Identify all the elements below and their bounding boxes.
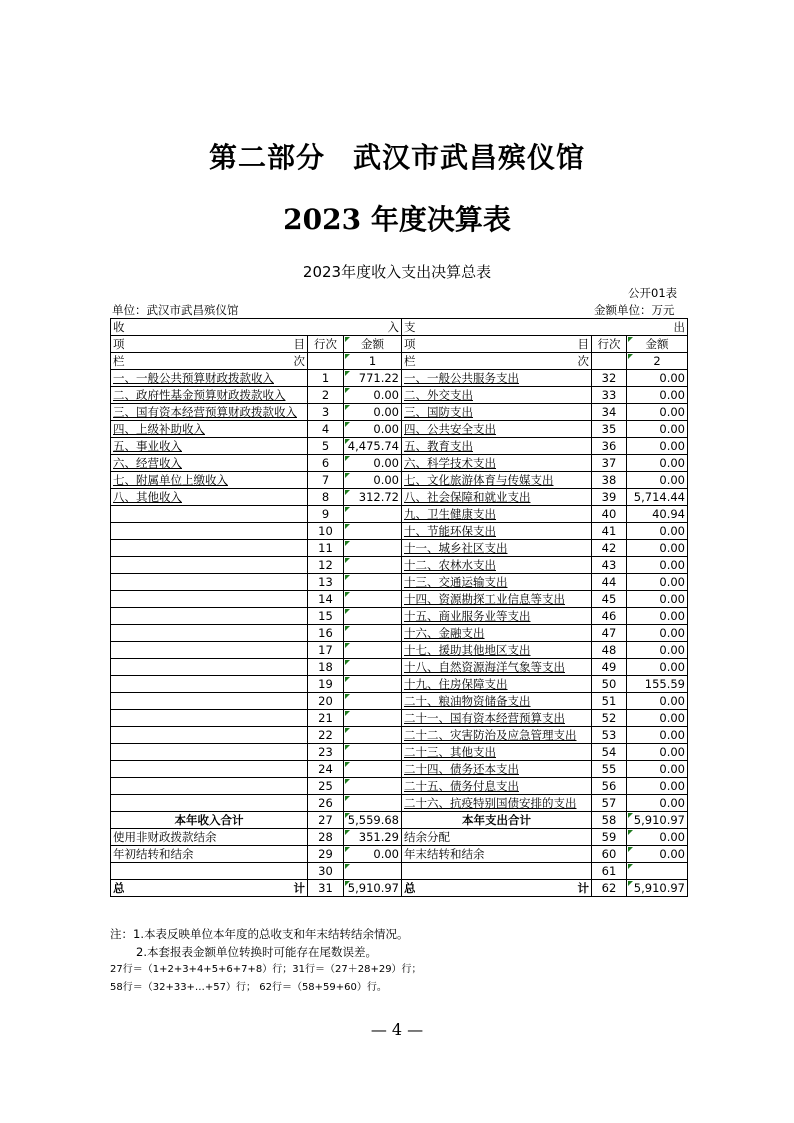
row-no: 44 <box>592 574 627 591</box>
amount <box>344 574 402 591</box>
item-label-text: 二、外交支出 <box>404 388 473 402</box>
amount: 155.59 <box>627 676 688 693</box>
item-label <box>402 455 592 472</box>
row-no: 26 <box>308 795 344 812</box>
item-label-text: 四、公共安全支出 <box>404 422 496 436</box>
row-no: 56 <box>592 778 627 795</box>
row-no: 45 <box>592 591 627 608</box>
row-no: 20 <box>308 693 344 710</box>
amount: 351.29 <box>344 829 402 846</box>
item-label-text: 一、一般公共预算财政拨款收入 <box>113 371 274 385</box>
item-label-text: 十、节能环保支出 <box>404 524 496 538</box>
item-label-text: 二、政府性基金预算财政拨款收入 <box>113 388 286 402</box>
header-row-item <box>111 336 688 353</box>
item-label <box>111 472 308 489</box>
amount <box>344 625 402 642</box>
row-no: 24 <box>308 761 344 778</box>
amount: 0.00 <box>627 829 688 846</box>
column-header: 栏 次 <box>111 353 308 370</box>
amount: 0.00 <box>627 421 688 438</box>
row-no: 22 <box>308 727 344 744</box>
note-formula: 27行＝（1+2+3+4+5+6+7+8）行；31行＝（27＋28+29）行； <box>110 964 422 975</box>
item-label-text: 三、国防支出 <box>404 405 473 419</box>
item-label-text: 七、文化旅游体育与传媒支出 <box>404 473 554 487</box>
row-no: 35 <box>592 421 627 438</box>
table-title: 2023年度收入支出决算总表 <box>302 263 492 281</box>
item-label-text: 十八、自然资源海洋气象等支出 <box>404 660 565 674</box>
table-row <box>111 438 688 455</box>
row-no: 3 <box>308 404 344 421</box>
amount: 4,475.74 <box>344 438 402 455</box>
table-row <box>111 710 688 727</box>
item-label <box>402 642 592 659</box>
amount: 0.00 <box>344 846 402 863</box>
amount: 0.00 <box>627 710 688 727</box>
amount <box>344 608 402 625</box>
item-label <box>402 778 592 795</box>
table-row <box>111 659 688 676</box>
item-label <box>402 608 592 625</box>
item-label <box>111 778 308 795</box>
table-row <box>111 540 688 557</box>
amount: 5,714.44 <box>627 489 688 506</box>
amount: 0.00 <box>627 523 688 540</box>
item-label <box>402 472 592 489</box>
item-label <box>402 370 592 387</box>
row-no: 39 <box>592 489 627 506</box>
row-no: 17 <box>308 642 344 659</box>
item-label <box>402 387 592 404</box>
table-row <box>111 863 688 880</box>
item-label-text: 十四、资源勘探工业信息等支出 <box>404 592 565 606</box>
amount: 0.00 <box>627 404 688 421</box>
item-label <box>111 693 308 710</box>
item-label-text: 一、一般公共服务支出 <box>404 371 519 385</box>
table-row <box>111 761 688 778</box>
page-title: 第二部分 武汉市武昌殡仪馆 <box>208 141 586 174</box>
row-no: 61 <box>592 863 627 880</box>
amount <box>344 795 402 812</box>
item-label <box>111 608 308 625</box>
item-label <box>111 574 308 591</box>
item-label-text: 四、上级补助收入 <box>113 422 205 436</box>
table-row <box>111 455 688 472</box>
item-label <box>111 727 308 744</box>
row-no: 4 <box>308 421 344 438</box>
amount: 0.00 <box>627 625 688 642</box>
item-label <box>402 659 592 676</box>
table-row <box>111 387 688 404</box>
income-col-no: 1 <box>344 353 402 370</box>
amount: 0.00 <box>627 574 688 591</box>
row-no: 55 <box>592 761 627 778</box>
column-header: 栏 次 <box>402 353 592 370</box>
item-label-text: 十九、住房保障支出 <box>404 677 508 691</box>
item-label <box>402 523 592 540</box>
row-no: 1 <box>308 370 344 387</box>
row-no: 31 <box>308 880 344 897</box>
row-no: 49 <box>592 659 627 676</box>
item-label <box>402 676 592 693</box>
note-line: 注：1.本表反映单位本年度的总收支和年末结转结余情况。 <box>110 927 409 941</box>
amount: 0.00 <box>627 778 688 795</box>
item-label-text: 十五、商业服务业等支出 <box>404 609 531 623</box>
item-label <box>402 404 592 421</box>
item-label <box>402 557 592 574</box>
item-label <box>111 591 308 608</box>
item-label: 年初结转和结余 <box>111 846 308 863</box>
row-no: 50 <box>592 676 627 693</box>
table-row <box>111 608 688 625</box>
row-no: 13 <box>308 574 344 591</box>
row-no: 51 <box>592 693 627 710</box>
amount: 0.00 <box>344 455 402 472</box>
item-label-text: 十二、农林水支出 <box>404 558 496 572</box>
row-no: 36 <box>592 438 627 455</box>
item-header: 项 目 <box>111 336 308 353</box>
item-label <box>111 370 308 387</box>
item-label-text: 七、附属单位上缴收入 <box>113 473 228 487</box>
amount <box>344 710 402 727</box>
amount <box>344 642 402 659</box>
grand-total-label: 总 计 <box>402 880 592 897</box>
item-label <box>402 438 592 455</box>
row-no: 15 <box>308 608 344 625</box>
table-row <box>111 829 688 846</box>
table-row <box>111 404 688 421</box>
item-label-text: 五、教育支出 <box>404 439 473 453</box>
notes <box>110 925 422 997</box>
item-label <box>402 591 592 608</box>
item-label-text: 十六、金融支出 <box>404 626 485 640</box>
table-row <box>111 778 688 795</box>
row-no: 40 <box>592 506 627 523</box>
item-label-text: 六、科学技术支出 <box>404 456 496 470</box>
item-label-text: 九、卫生健康支出 <box>404 507 496 521</box>
item-label <box>111 438 308 455</box>
amount: 0.00 <box>627 591 688 608</box>
row-no: 33 <box>592 387 627 404</box>
row-no: 43 <box>592 557 627 574</box>
amount: 5,910.97 <box>627 812 688 829</box>
income-total-label: 本年收入合计 <box>111 812 308 829</box>
item-label-text: 十三、交通运输支出 <box>404 575 508 589</box>
item-label <box>402 506 592 523</box>
amount <box>344 540 402 557</box>
budget-table <box>110 318 688 897</box>
amount <box>344 557 402 574</box>
item-label <box>111 387 308 404</box>
table-row <box>111 591 688 608</box>
table-row <box>111 489 688 506</box>
amount: 771.22 <box>344 370 402 387</box>
amount <box>344 693 402 710</box>
item-label <box>111 676 308 693</box>
income-header: 收 入 <box>111 319 402 336</box>
item-label-text: 十一、城乡社区支出 <box>404 541 508 555</box>
row-no: 9 <box>308 506 344 523</box>
item-label-text: 二十四、债务还本支出 <box>404 762 519 776</box>
table-row <box>111 523 688 540</box>
row-no: 34 <box>592 404 627 421</box>
row-no: 23 <box>308 744 344 761</box>
item-label-text: 六、经营收入 <box>113 456 182 470</box>
amount: 5,910.97 <box>627 880 688 897</box>
table-row <box>111 693 688 710</box>
item-label <box>111 523 308 540</box>
amount: 40.94 <box>627 506 688 523</box>
amount: 0.00 <box>627 846 688 863</box>
amount: 0.00 <box>627 472 688 489</box>
row-no: 19 <box>308 676 344 693</box>
amount: 0.00 <box>627 659 688 676</box>
item-label <box>111 795 308 812</box>
amount <box>344 778 402 795</box>
item-label <box>111 710 308 727</box>
row-no: 60 <box>592 846 627 863</box>
item-label: 年末结转和结余 <box>402 846 592 863</box>
amount <box>344 727 402 744</box>
table-row <box>111 795 688 812</box>
expense-total-label: 本年支出合计 <box>402 812 592 829</box>
item-label <box>111 761 308 778</box>
blank-cell <box>627 863 688 880</box>
item-label <box>402 421 592 438</box>
item-label <box>111 642 308 659</box>
item-label <box>402 625 592 642</box>
amount: 0.00 <box>627 370 688 387</box>
item-label-text: 八、社会保障和就业支出 <box>404 490 531 504</box>
amount <box>344 523 402 540</box>
page-number: — 4 — <box>370 1020 424 1039</box>
table-row <box>111 506 688 523</box>
item-label <box>111 489 308 506</box>
amount: 0.00 <box>344 404 402 421</box>
amount: 0.00 <box>627 642 688 659</box>
form-number: 公开01表 <box>628 286 678 300</box>
amount-header: 金额 <box>344 336 402 353</box>
amount <box>344 506 402 523</box>
row-no: 38 <box>592 472 627 489</box>
table-row <box>111 727 688 744</box>
item-label: 使用非财政拨款结余 <box>111 829 308 846</box>
amount: 0.00 <box>627 540 688 557</box>
amount: 0.00 <box>344 421 402 438</box>
row-no: 28 <box>308 829 344 846</box>
item-label <box>402 574 592 591</box>
item-label <box>402 693 592 710</box>
item-label-text: 十七、援助其他地区支出 <box>404 643 531 657</box>
amount: 0.00 <box>627 744 688 761</box>
amount: 0.00 <box>627 761 688 778</box>
item-label <box>402 795 592 812</box>
item-label-text: 二十三、其他支出 <box>404 745 496 759</box>
item-label <box>111 540 308 557</box>
row-no: 12 <box>308 557 344 574</box>
row-no-header: 行次 <box>592 336 627 353</box>
blank-cell <box>111 863 308 880</box>
row-no: 58 <box>592 812 627 829</box>
table-row <box>111 625 688 642</box>
row-no: 2 <box>308 387 344 404</box>
item-label <box>402 727 592 744</box>
row-no: 6 <box>308 455 344 472</box>
row-no: 42 <box>592 540 627 557</box>
item-label-text: 五、事业收入 <box>113 439 182 453</box>
table-row <box>111 574 688 591</box>
row-no: 47 <box>592 625 627 642</box>
blank-cell <box>592 353 627 370</box>
blank-cell <box>344 863 402 880</box>
amount <box>344 591 402 608</box>
year-title: 2023 年度决算表 <box>283 203 511 236</box>
item-label-text: 二十五、债务付息支出 <box>404 779 519 793</box>
row-no: 25 <box>308 778 344 795</box>
blank-cell <box>402 863 592 880</box>
item-label-text: 二十六、抗疫特别国债安排的支出 <box>404 796 577 810</box>
row-no: 52 <box>592 710 627 727</box>
item-label-text: 八、其他收入 <box>113 490 182 504</box>
item-label-text: 三、国有资本经营预算财政拨款收入 <box>113 405 297 419</box>
table-row <box>111 370 688 387</box>
item-label <box>111 455 308 472</box>
item-label <box>111 404 308 421</box>
row-no: 21 <box>308 710 344 727</box>
amount: 0.00 <box>627 795 688 812</box>
amount <box>344 744 402 761</box>
item-label <box>402 761 592 778</box>
table-row <box>111 880 688 897</box>
item-label <box>111 625 308 642</box>
item-label: 结余分配 <box>402 829 592 846</box>
amount: 0.00 <box>627 455 688 472</box>
table-row <box>111 557 688 574</box>
amount: 0.00 <box>627 608 688 625</box>
row-no: 16 <box>308 625 344 642</box>
row-no: 62 <box>592 880 627 897</box>
amount: 0.00 <box>344 472 402 489</box>
item-label <box>402 710 592 727</box>
row-no: 53 <box>592 727 627 744</box>
item-label-text: 二十一、国有资本经营预算支出 <box>404 711 565 725</box>
row-no: 27 <box>308 812 344 829</box>
row-no: 54 <box>592 744 627 761</box>
note-formula: 58行＝（32+33+…+57）行； 62行＝（58+59+60）行。 <box>110 982 387 993</box>
row-no: 37 <box>592 455 627 472</box>
amount: 0.00 <box>627 557 688 574</box>
item-label-text: 二十、粮油物资储备支出 <box>404 694 531 708</box>
amount: 5,559.68 <box>344 812 402 829</box>
table-row <box>111 846 688 863</box>
amount <box>344 659 402 676</box>
row-no: 7 <box>308 472 344 489</box>
row-no: 18 <box>308 659 344 676</box>
row-no: 30 <box>308 863 344 880</box>
expense-col-no: 2 <box>627 353 688 370</box>
item-label <box>402 744 592 761</box>
row-no: 29 <box>308 846 344 863</box>
row-no: 41 <box>592 523 627 540</box>
grand-total-label: 总 计 <box>111 880 308 897</box>
table-row <box>111 642 688 659</box>
row-no: 32 <box>592 370 627 387</box>
item-header: 项 目 <box>402 336 592 353</box>
amount: 5,910.97 <box>344 880 402 897</box>
item-label <box>111 506 308 523</box>
row-no: 48 <box>592 642 627 659</box>
amount: 0.00 <box>627 693 688 710</box>
table-row <box>111 472 688 489</box>
item-label <box>402 540 592 557</box>
table-row <box>111 812 688 829</box>
row-no: 14 <box>308 591 344 608</box>
row-no: 8 <box>308 489 344 506</box>
row-no: 57 <box>592 795 627 812</box>
item-label <box>111 659 308 676</box>
amount: 0.00 <box>627 727 688 744</box>
amount <box>344 761 402 778</box>
note-line: 2.本套报表金额单位转换时可能存在尾数误差。 <box>136 945 377 959</box>
amount: 0.00 <box>627 387 688 404</box>
row-no: 46 <box>592 608 627 625</box>
row-no: 5 <box>308 438 344 455</box>
row-no-header: 行次 <box>308 336 344 353</box>
table-row <box>111 744 688 761</box>
item-label <box>111 557 308 574</box>
row-no: 10 <box>308 523 344 540</box>
header-row-section <box>111 319 688 336</box>
amount <box>344 676 402 693</box>
row-no: 11 <box>308 540 344 557</box>
blank-cell <box>308 353 344 370</box>
expense-header: 支 出 <box>402 319 688 336</box>
amount: 0.00 <box>627 438 688 455</box>
row-no: 59 <box>592 829 627 846</box>
header-row-column <box>111 353 688 370</box>
item-label <box>111 421 308 438</box>
amount-header: 金额 <box>627 336 688 353</box>
amount-unit: 金额单位：万元 <box>594 303 675 317</box>
item-label <box>111 744 308 761</box>
table-row <box>111 676 688 693</box>
table-row <box>111 421 688 438</box>
item-label-text: 二十二、灾害防治及应急管理支出 <box>404 728 577 742</box>
unit-label: 单位：武汉市武昌殡仪馆 <box>112 303 239 317</box>
amount: 312.72 <box>344 489 402 506</box>
item-label <box>402 489 592 506</box>
amount: 0.00 <box>344 387 402 404</box>
